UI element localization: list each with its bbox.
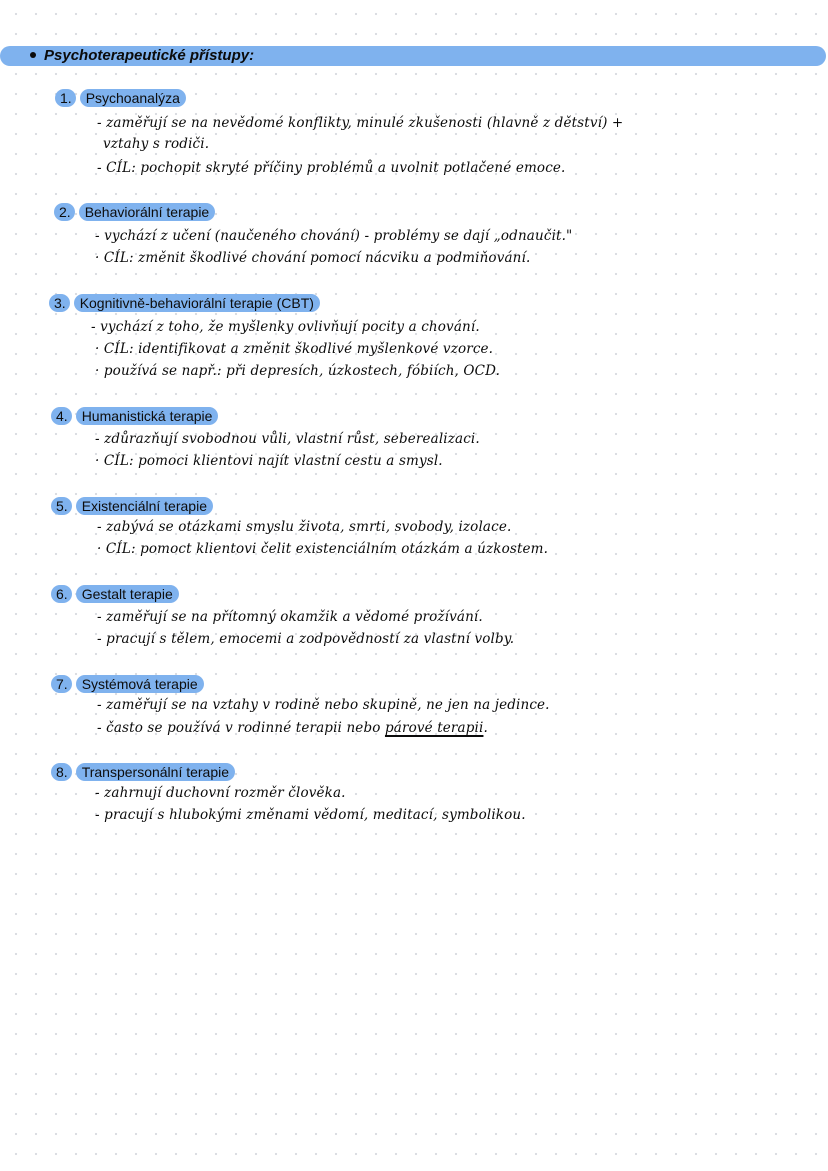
note-line: - zaměřují se na nevědomé konflikty, minulé zkušenosti (hlavně z dětství) + xyxy=(97,115,624,131)
note-line: · CÍL: pomoct klientovi čelit existenciálním otázkám a úzkostem. xyxy=(97,541,549,557)
section-number: 4. xyxy=(51,407,72,425)
note-line: - pracují s tělem, emocemi a zodpovědností za vlastní volby. xyxy=(97,631,515,647)
section-number: 8. xyxy=(51,763,72,781)
page-title xyxy=(30,46,254,66)
section-number: 7. xyxy=(51,675,72,693)
note-line-start: - často se používá v rodinné terapii nebo párové terapii. xyxy=(97,720,488,736)
section-title: Humanistická terapie xyxy=(76,407,219,425)
section-heading xyxy=(49,294,320,312)
section-number: 2. xyxy=(54,203,75,221)
section-title: Kognitivně-behaviorální terapie (CBT) xyxy=(74,294,320,312)
section-heading xyxy=(55,89,186,107)
section-heading xyxy=(51,407,218,425)
section-number: 5. xyxy=(51,497,72,515)
section-number: 3. xyxy=(49,294,70,312)
section-title: Systémová terapie xyxy=(76,675,204,693)
section-number: 1. xyxy=(55,89,76,107)
section-title: Behaviorální terapie xyxy=(79,203,216,221)
note-line: - vychází z učení (naučeného chování) - problémy se dají „odnaučit." xyxy=(95,228,573,244)
note-line: · CÍL: změnit škodlivé chování pomocí nácviku a podmiňování. xyxy=(95,250,531,266)
section-heading xyxy=(51,585,179,603)
note-line: vztahy s rodiči. xyxy=(103,136,210,152)
page-title-text: Psychoterapeutické přístupy: xyxy=(44,47,255,64)
note-line: - zaměřují se na vztahy v rodině nebo skupině, ne jen na jedince. xyxy=(97,697,550,713)
section-heading xyxy=(51,763,235,781)
underlined-phrase: párové terapii xyxy=(384,720,484,736)
note-line: · CÍL: identifikovat a změnit škodlivé myšlenkové vzorce. xyxy=(95,341,494,357)
note-line: - zaměřují se na přítomný okamžik a vědomé prožívání. xyxy=(97,609,483,625)
note-line: - zdůrazňují svobodnou vůli, vlastní růst, seberealizaci. xyxy=(95,431,480,447)
section-title: Gestalt terapie xyxy=(76,585,179,603)
section-heading xyxy=(51,497,213,515)
note-line: - CÍL: pochopit skryté příčiny problémů a uvolnit potlačené emoce. xyxy=(97,160,566,176)
note-line: - pracují s hlubokými změnami vědomí, meditací, symbolikou. xyxy=(95,807,526,823)
section-title: Transpersonální terapie xyxy=(76,763,235,781)
note-line: - vychází z toho, že myšlenky ovlivňují pocity a chování. xyxy=(91,319,480,335)
bullet-icon xyxy=(30,52,36,58)
section-heading xyxy=(51,675,204,693)
section-heading xyxy=(54,203,215,221)
note-line: · CÍL: pomoci klientovi najít vlastní cestu a smysl. xyxy=(95,453,443,469)
note-line xyxy=(97,720,488,736)
section-number: 6. xyxy=(51,585,72,603)
section-title: Psychoanalýza xyxy=(80,89,186,107)
note-line: - zahrnují duchovní rozměr člověka. xyxy=(95,785,346,801)
note-line: - zabývá se otázkami smyslu života, smrti, svobody, izolace. xyxy=(97,519,512,535)
note-line: · používá se např.: při depresích, úzkostech, fóbiích, OCD. xyxy=(95,363,501,379)
section-title: Existenciální terapie xyxy=(76,497,213,515)
